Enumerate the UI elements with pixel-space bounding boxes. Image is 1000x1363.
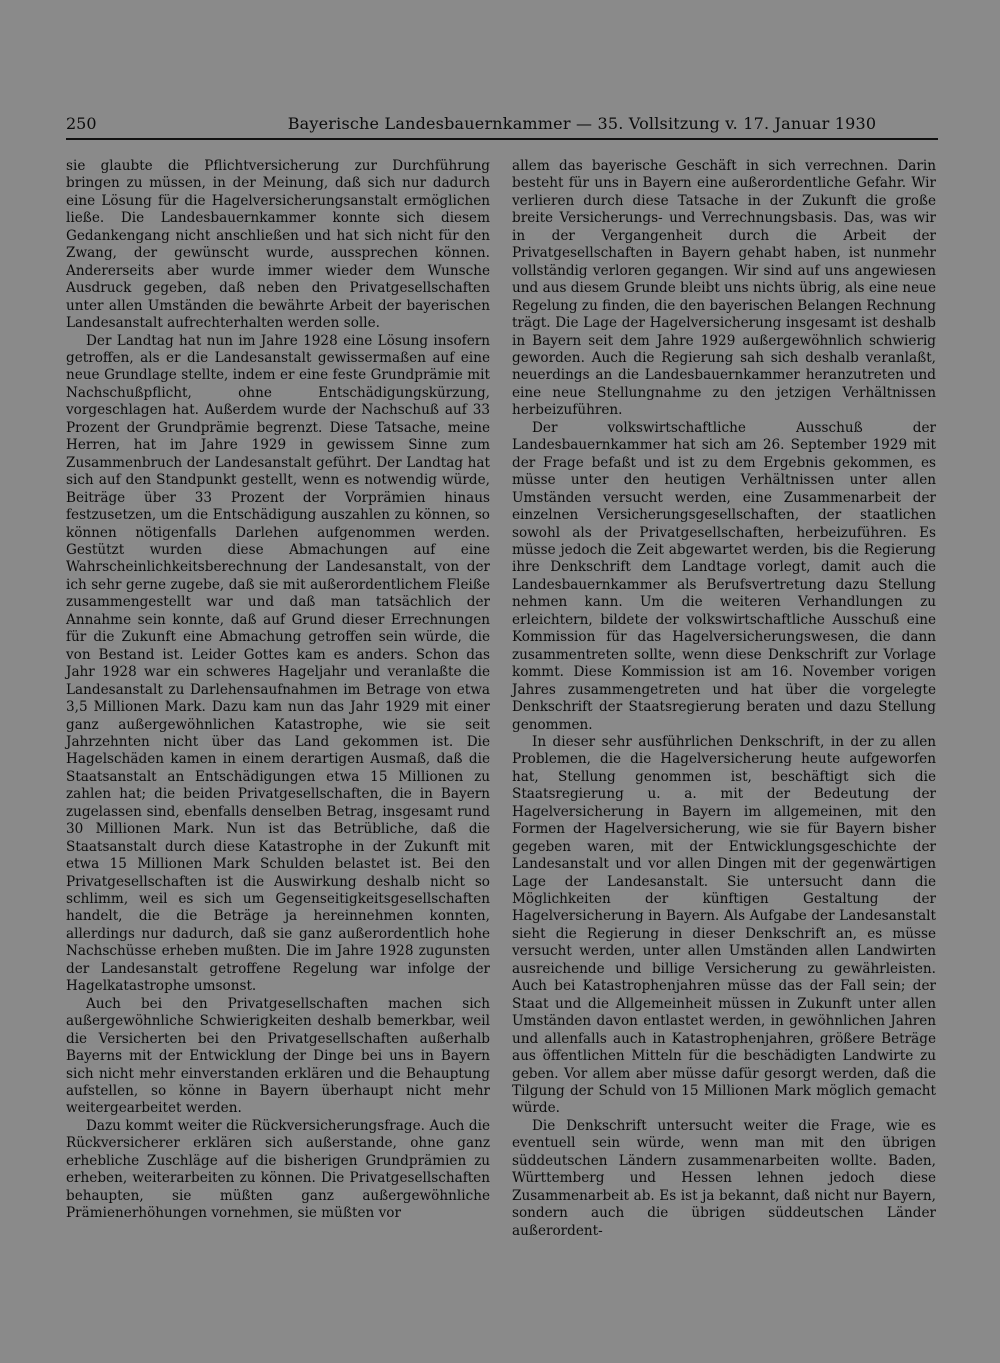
paragraph: Der Landtag hat nun im Jahre 1928 eine Lösung insofern getroffen, als er die Landesanstalt gewissermaßen auf eine neue Grundlage stellte, indem er eine feste Grundprämie mit Nachschußpflicht, ohne Entschädigungskürzung, vorgeschlagen hat. Außerdem wurde der Nachschuß auf 33 Prozent der Grundprämie begrenzt. Diese Tatsache, meine Herren, hat im Jahre 1929 in gewissem Sinne zum Zusammenbruch der Landesanstalt geführt. Der Landtag hat sich auf den Standpunkt gestellt, wenn es notwendig würde, Beiträge über 33 Prozent der Vorprämien hinaus festzusetzen, um die Entschädigung auszahlen zu können, so können nötigenfalls Darlehen aufgenommen werden. Gestützt wurden diese Abmachungen auf eine Wahrscheinlichkeitsberechnung der Landesanstalt, von der ich sehr gerne zugebe, daß sie mit außerordentlichem Fleiße zusammengestellt war und daß man tatsächlich der Annahme sein konnte, daß auf Grund dieser Errechnungen für die Zukunft eine Abmachung getroffen sein würde, die von Bestand ist. Leider Gottes kam es anders. Schon das Jahr 1928 war ein schweres Hageljahr und veranlaßte die Landesanstalt zu Darlehensaufnahmen im Betrage von etwa 3,5 Millionen Mark. Dazu kam nun das Jahr 1929 mit einer ganz außergewöhnlichen Katastrophe, wie sie seit Jahrzehnten nicht über das Land gekommen ist. Die Hagelschäden kamen in einem derartigen Ausmaß, daß die Staatsanstalt an Entschädigungen etwa 15 Millionen zu zahlen hat; die beiden Privatgesellschaften, die in Bayern zugelassen sind, ebenfalls denselben Betrag, insgesamt rund 30 Millionen Mark. Nun ist das Betrübliche, daß die Staatsanstalt durch diese Katastrophe in der Zukunft mit etwa 15 Millionen Mark Schulden belastet ist. Bei den Privatgesellschaften ist die Auswirkung deshalb nicht so schlimm, weil es sich um Gegenseitigkeitsgesellschaften handelt, die die Beträge ja hereinnehmen konnten, allerdings nur dadurch, daß sie ganz außerordentlich hohe Nachschüsse erheben mußten. Die im Jahre 1928 zugunsten der Landesanstalt getroffene Regelung war infolge der Hagelkatastrophe umsonst. bbox=[66, 332, 490, 995]
paragraph: Auch bei den Privatgesellschaften machen sich außergewöhnliche Schwierigkeiten deshalb bemerkbar, weil die Versicherten bei den Privatgesellschaften außerhalb Bayerns mit der Entwicklung der Dinge bei uns in Bayern sich nicht mehr einverstanden erklären und die Behauptung aufstellen, so könne in Bayern überhaupt nicht mehr weitergearbeitet werden. bbox=[66, 995, 490, 1117]
page-number: 250 bbox=[66, 114, 97, 133]
left-column bbox=[66, 158, 490, 1223]
right-column bbox=[512, 158, 936, 1240]
header-rule bbox=[66, 138, 938, 140]
paragraph: In dieser sehr ausführlichen Denkschrift, in der zu allen Problemen, die die Hagelversicherung heute aufgeworfen hat, Stellung genommen ist, beschäftigt sich die Staatsregierung u. a. mit der Bedeutung der Hagelversicherung in Bayern im allgemeinen, mit den Formen der Hagelversicherung, wie sie für Bayern bisher gegeben waren, mit der Entwicklungsgeschichte der Landesanstalt und vor allen Dingen mit der gegenwärtigen Lage der Landesanstalt. Sie untersucht dann die Möglichkeiten der künftigen Gestaltung der Hagelversicherung in Bayern. Als Aufgabe der Landesanstalt sieht die Regierung in dieser Denkschrift an, es müsse versucht werden, unter allen Umständen allen Landwirten ausreichende und billige Versicherung zu gewährleisten. Auch bei Katastrophenjahren müsse das der Fall sein; der Staat und die Allgemeinheit müssen in Zukunft unter allen Umständen davon entlastet werden, in gewöhnlichen Jahren und allenfalls auch in Katastrophenjahren, größere Beträge aus öffentlichen Mitteln für die beschädigten Landwirte zu geben. Vor allem aber müsse dafür gesorgt werden, daß die Tilgung der Schuld von 15 Millionen Mark möglich gemacht würde. bbox=[512, 733, 936, 1117]
paragraph: sie glaubte die Pflichtversicherung zur Durchführung bringen zu müssen, in der Meinung, daß sich nur dadurch eine Lösung für die Hagelversicherungsanstalt ermöglichen ließe. Die Landesbauernkammer konnte sich diesem Gedankengang nicht anschließen und hat sich nicht für den Zwang, der gewünscht wurde, aussprechen können. Andererseits aber wurde immer wieder dem Wunsche Ausdruck gegeben, daß neben den Privatgesellschaften unter allen Umständen die bewährte Arbeit der bayerischen Landesanstalt aufrechterhalten werden solle. bbox=[66, 158, 490, 332]
paragraph: allem das bayerische Geschäft in sich verrechnen. Darin besteht für uns in Bayern eine außerordentliche Gefahr. Wir verlieren durch diese Tatsache in der Zukunft die große breite Versicherungs- und Verrechnungsbasis. Das, was wir in der Vergangenheit durch die Arbeit der Privatgesellschaften in Bayern gehabt haben, ist nunmehr vollständig verloren gegangen. Wir sind auf uns angewiesen und aus diesem Grunde bleibt uns nichts übrig, als eine neue Regelung zu finden, die den bayerischen Belangen Rechnung trägt. Die Lage der Hagelversicherung insgesamt ist deshalb in Bayern seit dem Jahre 1929 außergewöhnlich schwierig geworden. Auch die Regierung sah sich deshalb veranlaßt, neuerdings an die Landesbauernkammer heranzutreten und eine neue Stellungnahme zu den jetzigen Verhältnissen herbeizuführen. bbox=[512, 158, 936, 419]
paragraph: Die Denkschrift untersucht weiter die Frage, wie es eventuell sein würde, wenn man mit den übrigen süddeutschen Ländern zusammenarbeiten wollte. Baden, Württemberg und Hessen lehnen jedoch diese Zusammenarbeit ab. Es ist ja bekannt, daß nicht nur Bayern, sondern auch die übrigen süddeutschen Länder außerordent- bbox=[512, 1117, 936, 1239]
paragraph: Der volkswirtschaftliche Ausschuß der Landesbauernkammer hat sich am 26. September 1929 mit der Frage befaßt und ist zu dem Ergebnis gekommen, es müsse unter den heutigen Verhältnissen unter allen Umständen versucht werden, eine Zusammenarbeit der einzelnen Versicherungsgesellschaften, der staatlichen sowohl als der Privatgesellschaften, herbeizuführen. Es müsse jedoch die Zeit abgewartet werden, bis die Regierung ihre Denkschrift dem Landtage vorlegt, damit auch die Landesbauernkammer als Berufsvertretung dazu Stellung nehmen kann. Um die weiteren Verhandlungen zu erleichtern, bildete der volkswirtschaftliche Ausschuß eine Kommission für das Hagelversicherungswesen, die dann zusammentreten sollte, wenn diese Denkschrift zur Vorlage kommt. Diese Kommission ist am 16. November vorigen Jahres zusammengetreten und hat über die vorgelegte Denkschrift der Staatsregierung beraten und dazu Stellung genommen. bbox=[512, 419, 936, 733]
paragraph: Dazu kommt weiter die Rückversicherungsfrage. Auch die Rückversicherer erklären sich außerstande, ohne ganz erhebliche Zuschläge auf die bisherigen Grundprämien zu erheben, weiterarbeiten zu können. Die Privatgesellschaften behaupten, sie müßten ganz außergewöhnliche Prämienerhöhungen vornehmen, sie müßten vor bbox=[66, 1117, 490, 1222]
running-title: Bayerische Landesbauernkammer — 35. Vollsitzung v. 17. Januar 1930 bbox=[287, 114, 877, 133]
page-header bbox=[66, 114, 938, 136]
